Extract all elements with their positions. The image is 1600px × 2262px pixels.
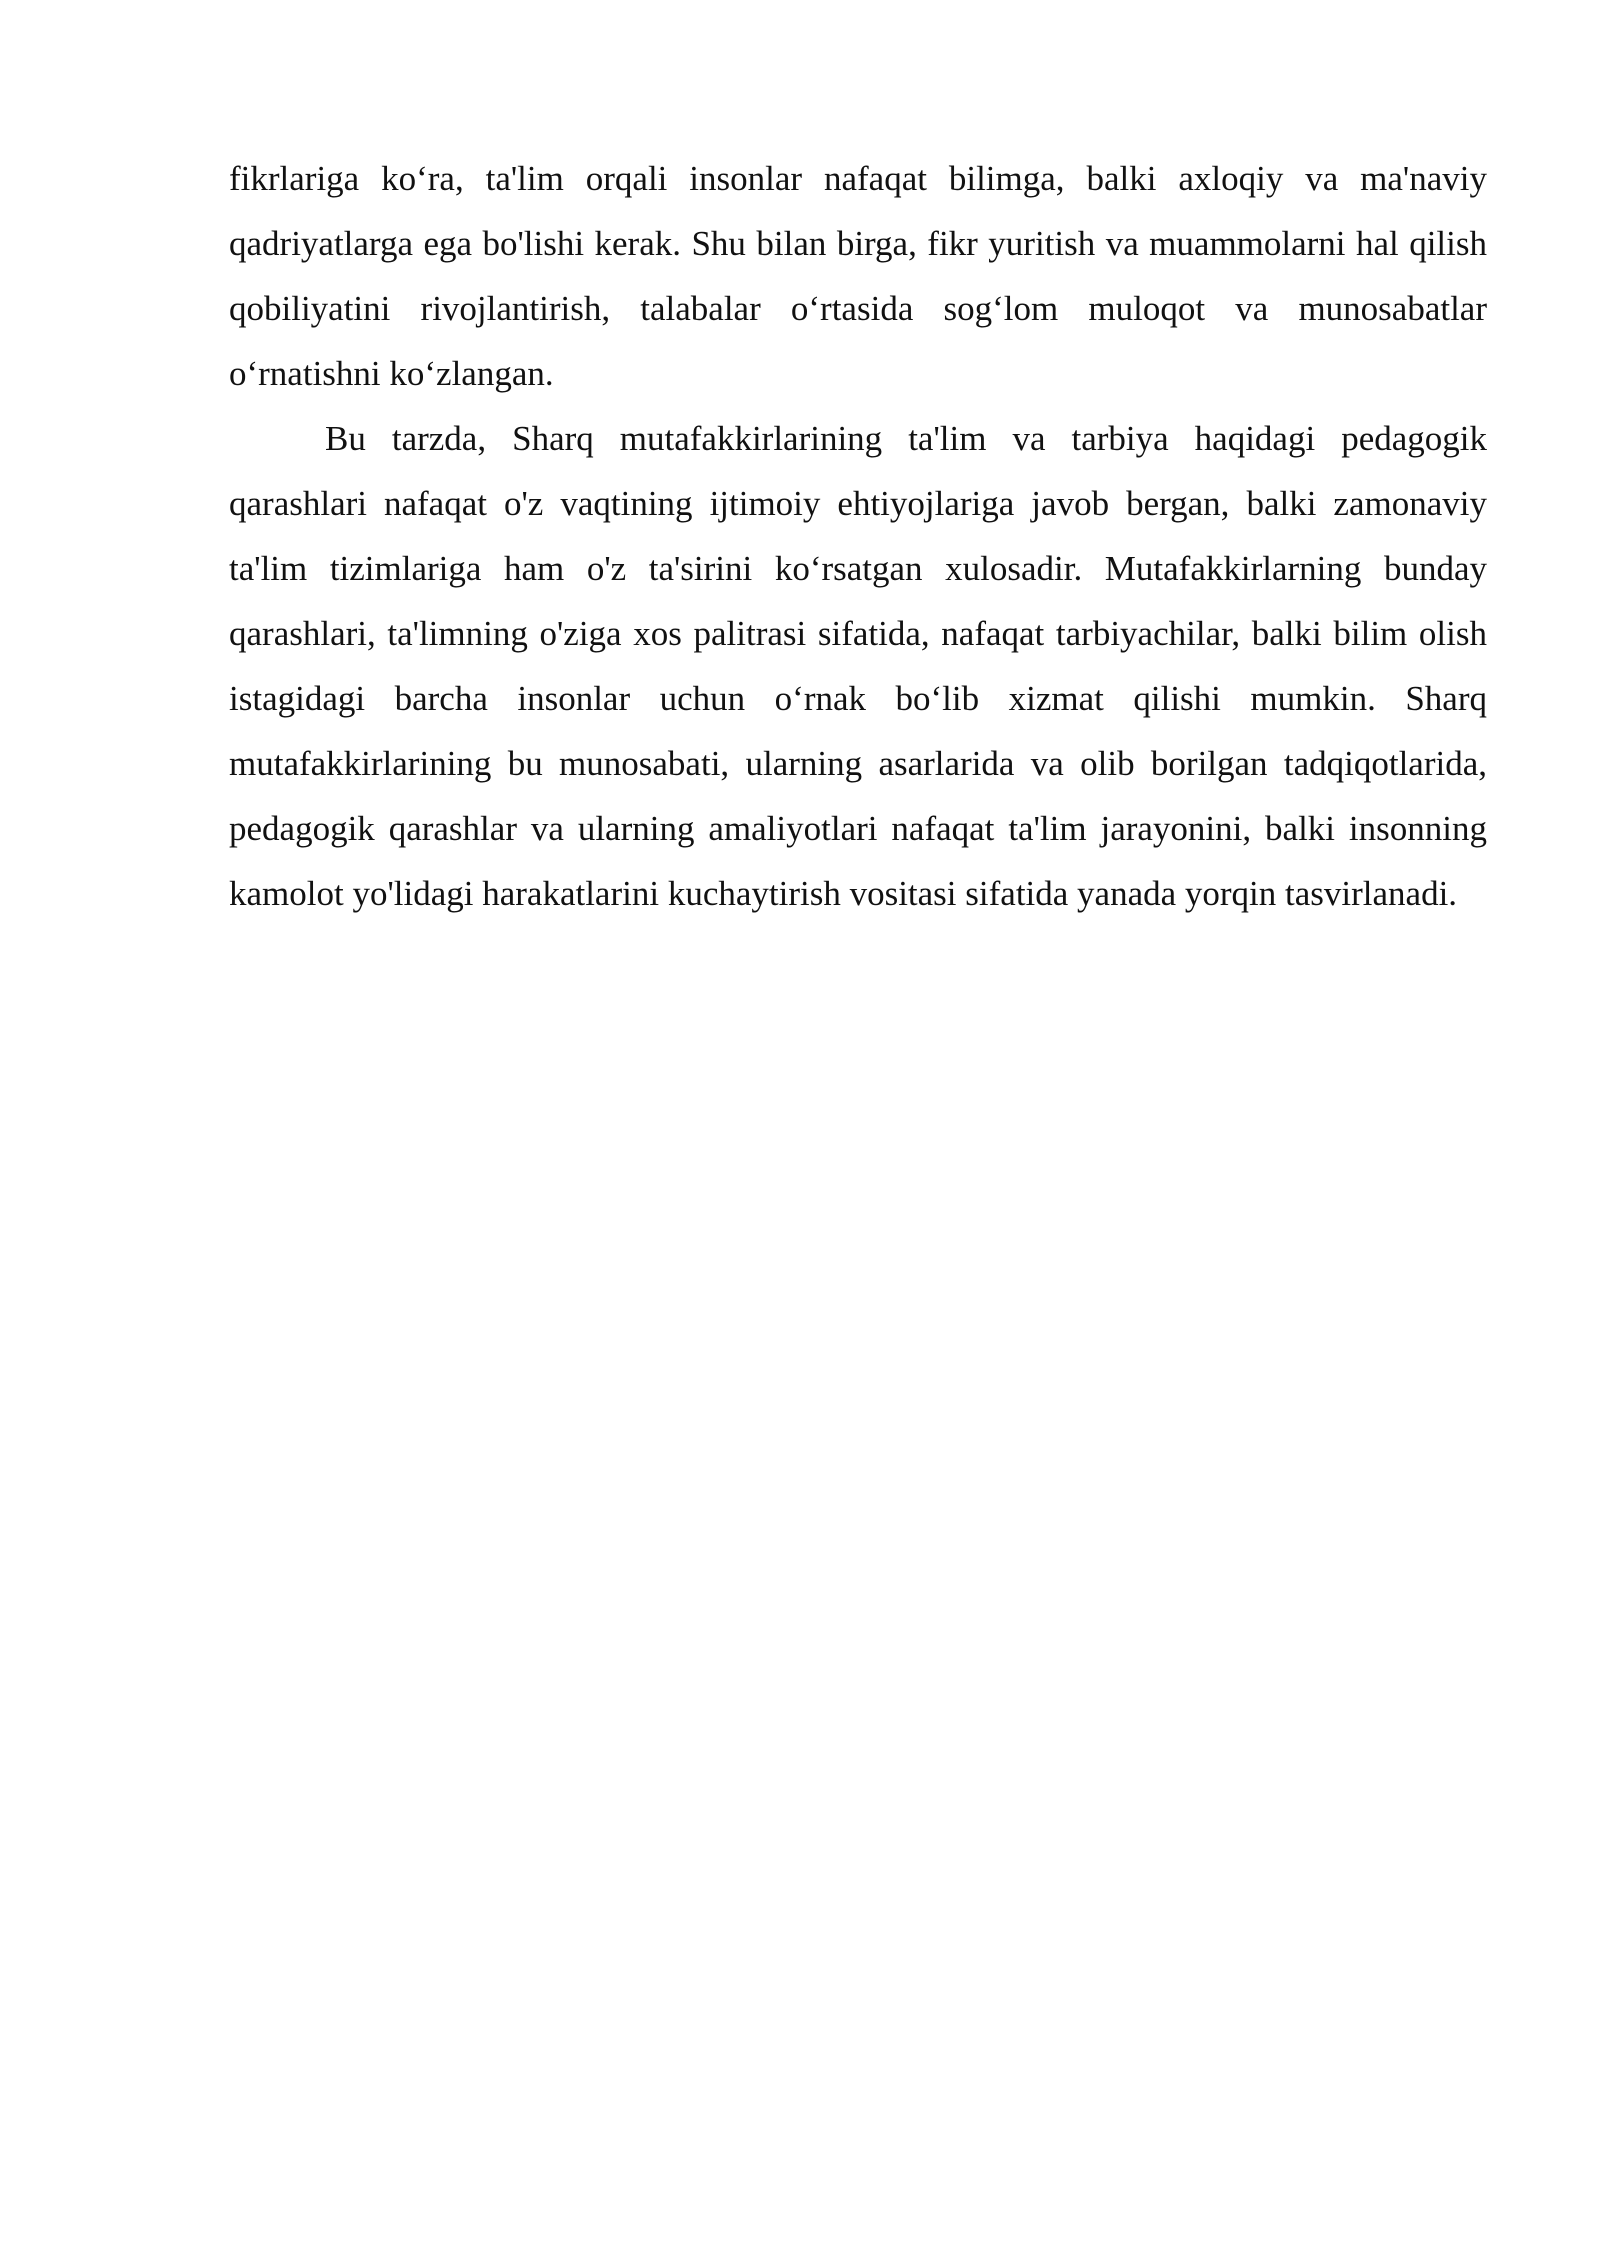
paragraph-conclusion: Bu tarzda, Sharq mutafakkirlarining ta'lim va tarbiya haqidagi pedagogik qarashlari nafaqat o'z vaqtining ijtimoiy ehtiyojlariga javob bergan, balki zamonaviy ta'lim tizimlariga ham o'z ta'sirini ko‘rsatgan xulosadir. Mutafakkirlarning bunday qarashlari, ta'limning o'ziga xos palitrasi sifatida, nafaqat tarbiyachilar, balki bilim olish istagidagi barcha insonlar uchun o‘rnak bo‘lib xizmat qilishi mumkin. Sharq mutafakkirlarining bu munosabati, ularning asarlarida va olib borilgan tadqiqotlarida, pedagogik qarashlar va ularning amaliyotlari nafaqat ta'lim jarayonini, balki insonning kamolot yo'lidagi harakatlarini kuchaytirish vositasi sifatida yanada yorqin tasvirlanadi. (229, 419, 1487, 913)
paragraph-continued: fikrlariga ko‘ra, ta'lim orqali insonlar nafaqat bilimga, balki axloqiy va ma'naviy qadriyatlarga ega bo'lishi kerak. Shu bilan birga, fikr yuritish va muammolarni hal qilish qobiliyatini rivojlantirish, talabalar o‘rtasida sog‘lom muloqot va munosabatlar o‘rnatishni ko‘zlangan. (229, 159, 1487, 393)
body-text (229, 146, 1487, 926)
